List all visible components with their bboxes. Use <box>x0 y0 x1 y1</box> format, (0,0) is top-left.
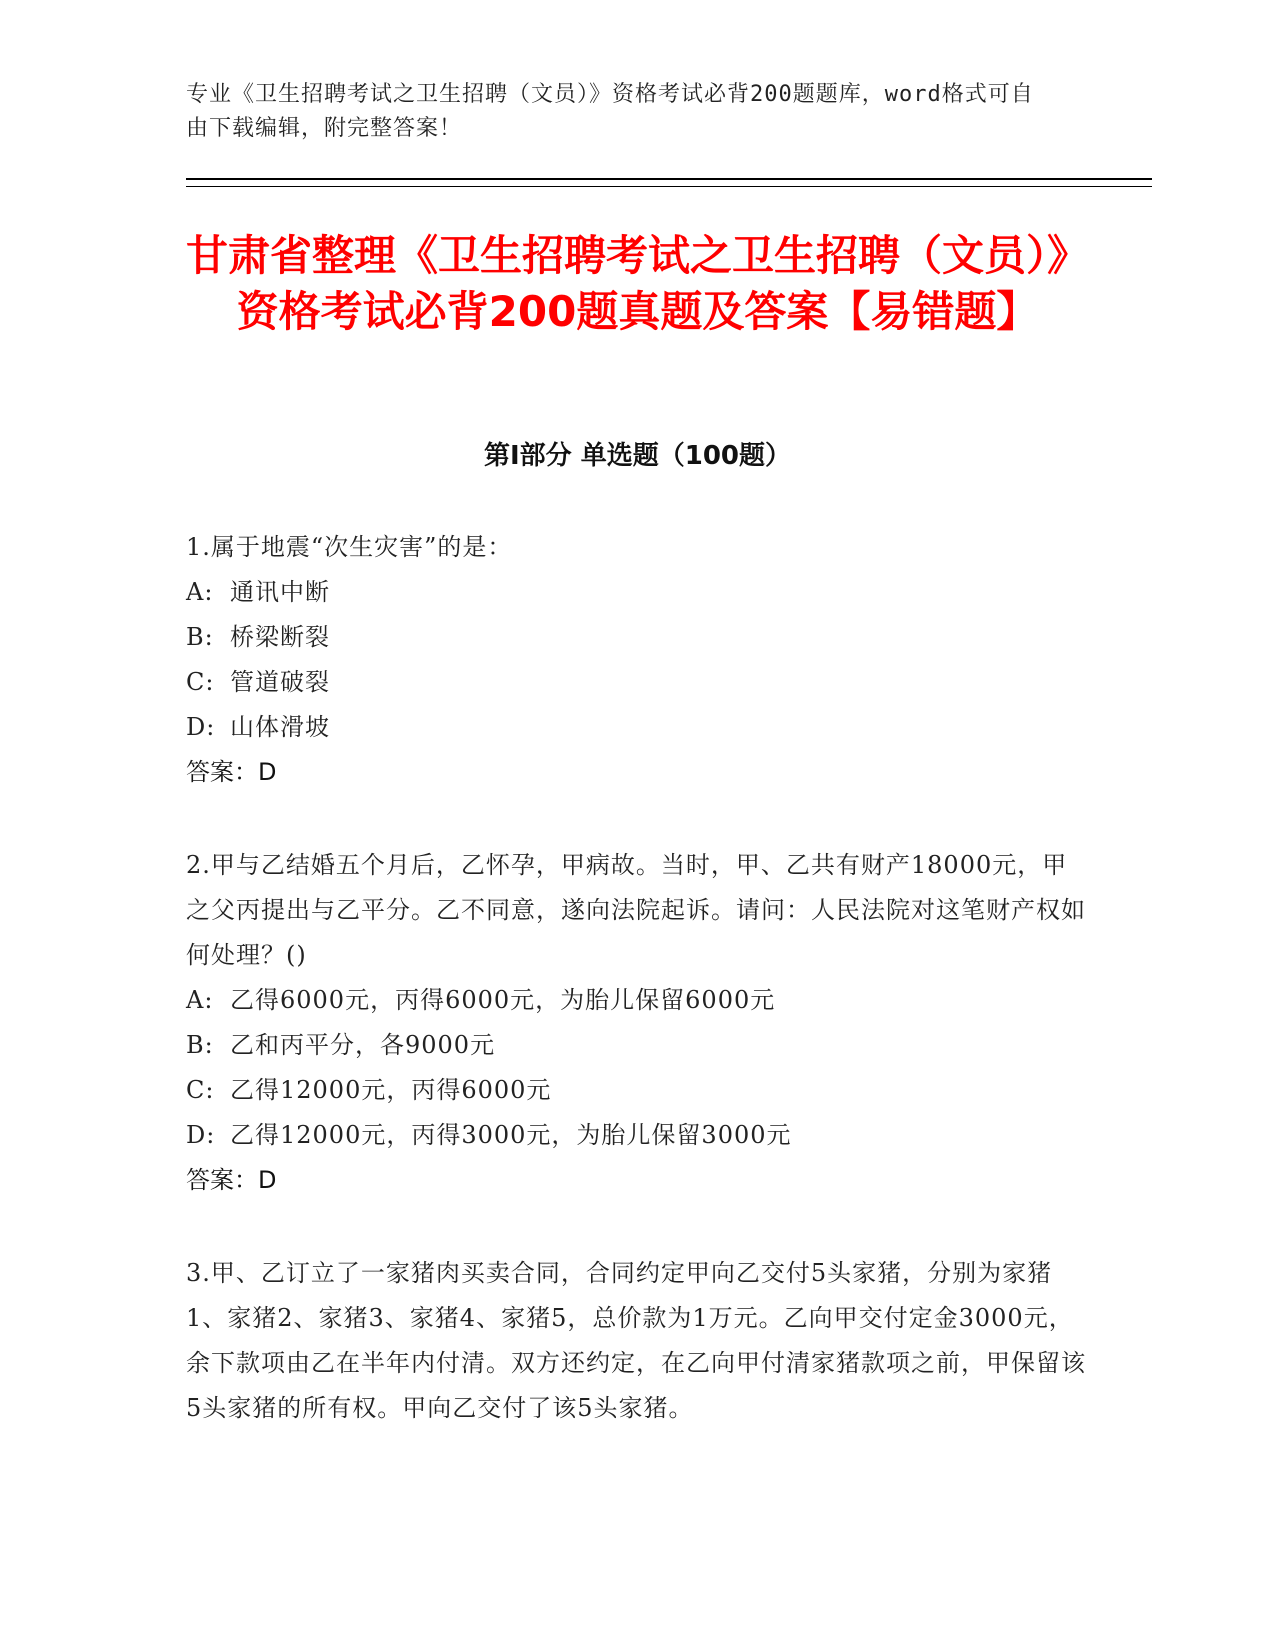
option-d <box>186 705 1086 750</box>
option-text: 乙得12000元，丙得3000元，为胎儿保留3000元 <box>230 1121 792 1149</box>
option-c <box>186 660 1086 705</box>
option-b <box>186 615 1086 660</box>
option-a <box>186 978 1086 1023</box>
option-letter: B: <box>186 1031 214 1059</box>
question-3 <box>186 1251 1086 1431</box>
question-stem: 1.属于地震“次生灾害”的是： <box>186 533 513 561</box>
option-b <box>186 1023 1086 1068</box>
question-2 <box>186 843 1086 1203</box>
option-text: 乙得6000元，丙得6000元，为胎儿保留6000元 <box>230 986 776 1014</box>
option-text: 管道破裂 <box>230 668 330 696</box>
header-divider-thick <box>186 178 1152 180</box>
option-letter: C: <box>186 668 215 696</box>
answer-line: 答案：D <box>186 1166 277 1194</box>
option-letter: A: <box>186 578 214 606</box>
option-letter: C: <box>186 1076 215 1104</box>
option-text: 通讯中断 <box>230 578 330 606</box>
option-a <box>186 570 1086 615</box>
answer-line: 答案：D <box>186 758 277 786</box>
option-d <box>186 1113 1086 1158</box>
question-stem: 3.甲、乙订立了一家猪肉买卖合同，合同约定甲向乙交付5头家猪，分别为家猪1、家猪2、家猪3、家猪4、家猪5，总价款为1万元。乙向甲交付定金3000元，余下款项由乙在半年内付清。双方还约定，在乙向甲付清家猪款项之前，甲保留该5头家猪的所有权。甲向乙交付了该5头家猪。 <box>186 1259 1086 1422</box>
question-stem: 2.甲与乙结婚五个月后，乙怀孕，甲病故。当时，甲、乙共有财产18000元，甲之父丙提出与乙平分。乙不同意，遂向法院起诉。请问：人民法院对这笔财产权如何处理？() <box>186 851 1086 969</box>
option-text: 乙得12000元，丙得6000元 <box>230 1076 552 1104</box>
header-divider-thin <box>186 186 1152 187</box>
option-text: 乙和丙平分，各9000元 <box>230 1031 496 1059</box>
question-1 <box>186 525 1086 795</box>
option-letter: A: <box>186 986 214 1014</box>
option-letter: D: <box>186 713 216 741</box>
option-c <box>186 1068 1086 1113</box>
option-text: 山体滑坡 <box>230 713 330 741</box>
option-text: 桥梁断裂 <box>230 623 330 651</box>
option-letter: B: <box>186 623 214 651</box>
section-heading: 第Ⅰ部分 单选题（100题） <box>484 441 791 471</box>
option-letter: D: <box>186 1121 216 1149</box>
document-title: 甘肃省整理《卫生招聘考试之卫生招聘（文员）》资格考试必背200题真题及答案【易错题】 <box>185 231 1089 336</box>
header-note: 专业《卫生招聘考试之卫生招聘（文员）》资格考试必背200题题库，word格式可自由下载编辑，附完整答案！ <box>186 82 1034 141</box>
